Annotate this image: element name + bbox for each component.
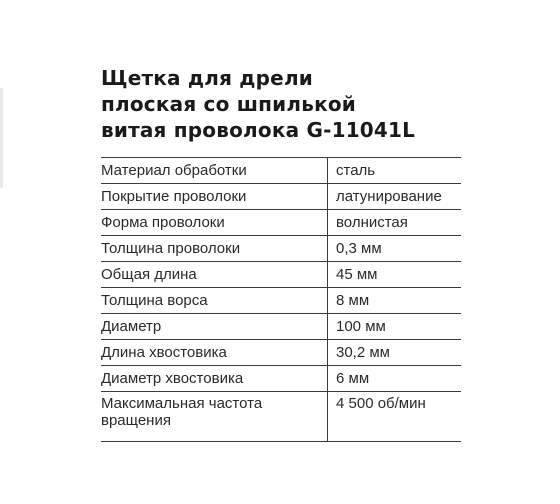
spec-value: волнистая [328,210,462,236]
spec-row [101,158,461,184]
spec-value: 30,2 мм [328,340,462,366]
spec-key: Максимальная частота вращения [101,392,328,442]
spec-row [101,236,461,262]
spec-key: Длина хвостовика [101,340,328,366]
spec-value: 8 мм [328,288,462,314]
spec-value: 100 мм [328,314,462,340]
left-edge-decoration [0,88,3,188]
spec-value: сталь [328,158,462,184]
spec-row [101,366,461,392]
spec-key: Покрытие проволоки [101,184,328,210]
spec-row [101,314,461,340]
title-line-1: Щетка для дрели [101,66,314,90]
spec-key: Диаметр хвостовика [101,366,328,392]
title-line-2: плоская со шпилькой [101,92,356,116]
spec-key: Толщина ворса [101,288,328,314]
product-title [101,65,501,143]
spec-value: 0,3 мм [328,236,462,262]
spec-row [101,262,461,288]
specs-table [101,157,461,442]
spec-row [101,392,461,442]
spec-value: 45 мм [328,262,462,288]
title-line-3: витая проволока G-11041L [101,118,416,142]
spec-value: латунирование [328,184,462,210]
spec-key: Материал обработки [101,158,328,184]
spec-key: Диаметр [101,314,328,340]
spec-key: Общая длина [101,262,328,288]
spec-key: Толщина проволоки [101,236,328,262]
spec-row [101,210,461,236]
spec-row [101,340,461,366]
spec-row [101,288,461,314]
spec-value: 4 500 об/мин [328,392,462,442]
spec-value: 6 мм [328,366,462,392]
spec-row [101,184,461,210]
spec-key: Форма проволоки [101,210,328,236]
